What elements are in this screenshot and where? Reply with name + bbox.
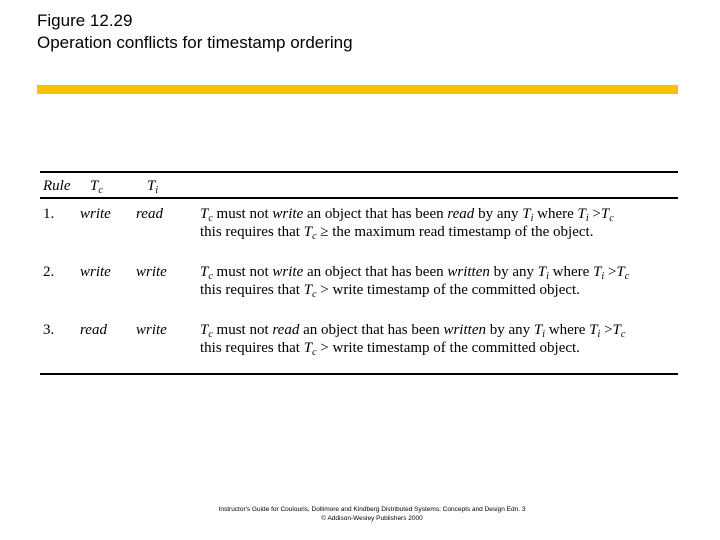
rule-description <box>200 205 614 241</box>
figure-caption: Operation conflicts for timestamp ordering <box>37 33 353 52</box>
slide-footer <box>176 505 568 523</box>
description-line: this requires that $T_c$ > write timestamp of the committed object. <box>200 282 580 300</box>
header-tc <box>90 177 103 195</box>
tc-operation: read <box>80 322 107 338</box>
ti-operation: write <box>136 264 167 280</box>
description-line: $T_c$ must not write an object that has been written by any $T_i$ where $T_i >T_c$ <box>200 264 630 282</box>
description-line: $T_c$ must not write an object that has been read by any $T_i$ where $T_i >T_c$ <box>200 206 614 224</box>
table-top-rule <box>40 171 678 173</box>
figure-number: Figure 12.29 <box>37 11 133 30</box>
description-line: $T_c$ must not read an object that has been written by any $T_i$ where $T_i >T_c$ <box>200 322 626 340</box>
rule-number: 1. <box>43 206 55 222</box>
rule-description <box>200 263 629 299</box>
footer-credit: Instructor's Guide for Coulouris, Dollimore and Kindberg Distributed Systems: Concepts and Design Edn. 3 <box>218 506 526 513</box>
header-ti-main: T <box>147 178 156 194</box>
header-tc-main: T <box>90 178 99 194</box>
header-ti <box>147 177 158 195</box>
header-rule: Rule <box>43 178 71 194</box>
ti-operation: read <box>136 206 163 222</box>
rule-number: 3. <box>43 322 55 338</box>
description-line: this requires that $T_c$ ≥ the maximum read timestamp of the object. <box>200 224 594 242</box>
accent-bar <box>37 85 678 94</box>
footer-copyright: © Addison-Wesley Publishers 2000 <box>321 515 423 522</box>
ti-operation: write <box>136 322 167 338</box>
header-tc-sub: c <box>98 185 103 196</box>
description-line: this requires that $T_c$ > write timestamp of the committed object. <box>200 340 580 358</box>
rule-description <box>200 321 625 357</box>
header-ti-sub: i <box>155 185 159 196</box>
rule-number: 2. <box>43 264 55 280</box>
tc-operation: write <box>80 206 111 222</box>
figure-title <box>37 10 353 54</box>
table-bottom-rule <box>40 373 678 375</box>
table-header-rule <box>40 197 678 199</box>
tc-operation: write <box>80 264 111 280</box>
